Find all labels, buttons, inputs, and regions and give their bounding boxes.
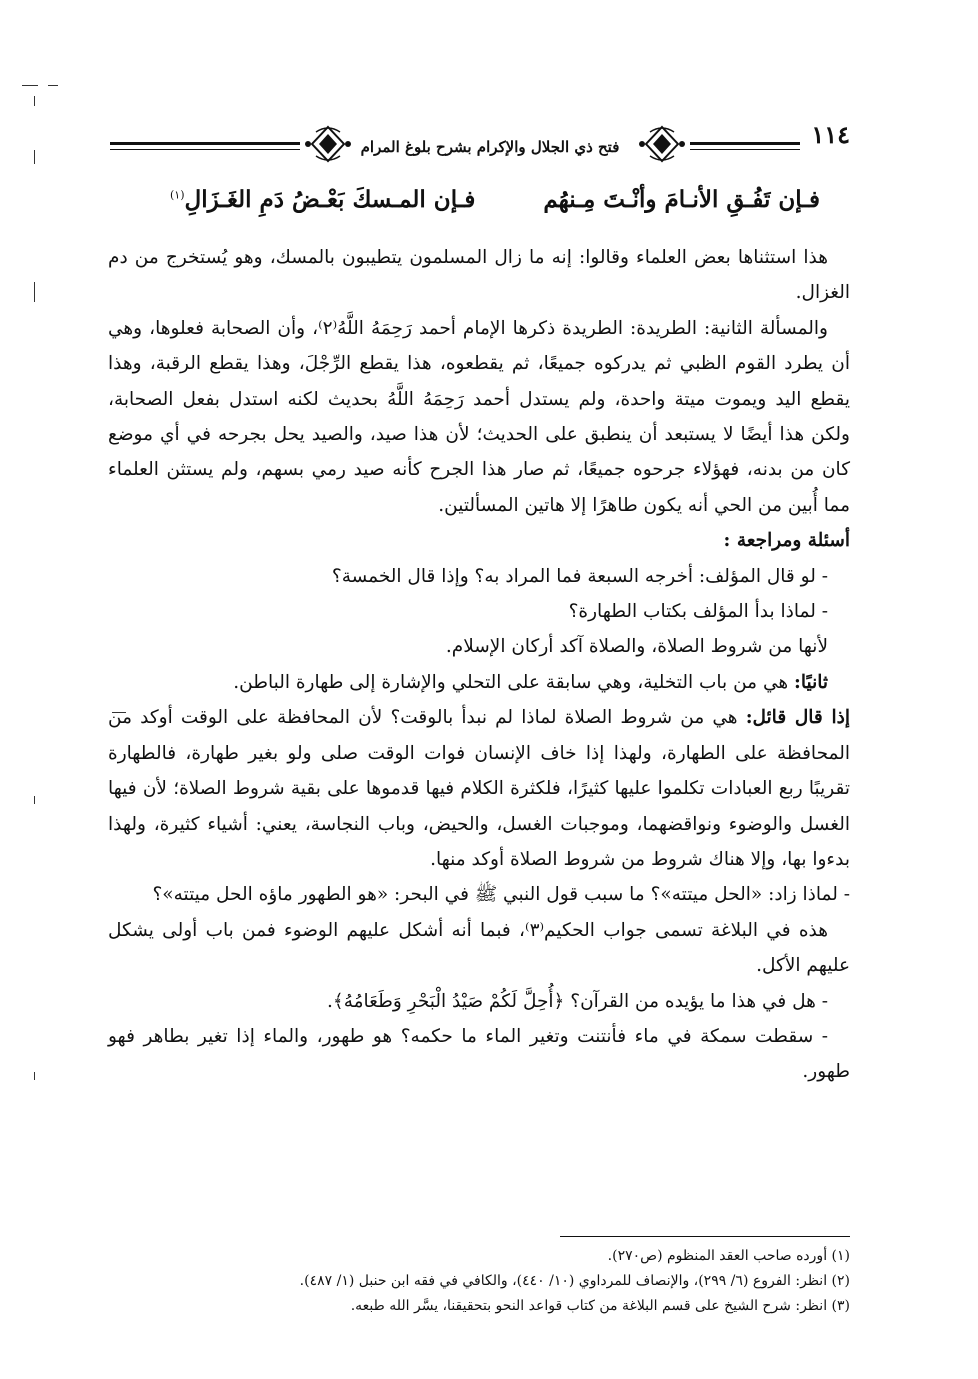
header-rule-left	[110, 142, 300, 145]
paragraph-text: لأنها من شروط الصلاة، والصلاة آكد أركان الإسلام.	[445, 636, 828, 658]
footnote-separator	[560, 1236, 850, 1237]
margin-mark	[22, 85, 38, 86]
paragraph-text: هذه في البلاغة تسمى جواب الحكيم⁽٣⁾، فبما أنه أشكل عليهم الوضوء فمن باب أولى يشكل عليهم الأكل.	[108, 919, 850, 977]
paragraph	[108, 594, 850, 629]
body-text	[108, 240, 850, 1090]
margin-mark	[34, 96, 35, 106]
header-rule-right	[690, 142, 800, 145]
footnote-ref: (١)	[170, 188, 185, 202]
page-number: ١١٤	[811, 120, 850, 149]
paragraph-text: - لماذا زاد: «الحل ميتته»؟ ما سبب قول النبي ﷺ في البحر: «هو الطهور ماؤه الحل ميتته»؟	[152, 884, 850, 906]
paragraph-text: والمسألة الثانية: الطريدة: الطريدة ذكرها الإمام أحمد رَحِمَهُ اللَّهُ⁽٢⁾، وأن الصحابة فعلوها، وهي أن يطرد القوم الظبي ثم يدركوه جميعًا، ثم يقطعوه، هذا يقطع الرِّجْلَ، وهذا يقطع الرقبة، وهذا يقطع اليد ويموت ميتة واحدة، ولم يستدل أحمد رَحِمَهُ اللَّهُ بحديث لكنه استدل بفعل الصحابة، ولكن هذا أيضًا لا يستبعد أن ينطبق على الحديث؛ لأن هذا صيد، والصيد يحل بجرحه في أي موضع كان من بدنه، فهؤلاء جرحوه جميعًا، ثم صار هذا الجرح كأنه صيد رمي بسهم، ولم يستثن العلماء مما أُبين من الحي أنه يكون طاهرًا إلا هاتين المسألتين.	[108, 317, 850, 516]
paragraph	[108, 984, 850, 1019]
verse-hemistich-first: فـإن تَفُـقِ الأنـامَ وأنْـتَ مِـنهُم	[543, 186, 820, 213]
paragraph-text: - لو قال المؤلف: أخرجه السبعة فما المراد به؟ وإذا قال الخمسة؟	[331, 565, 828, 587]
verse-hemistich-second: فـإن المـسكَ بَعْـضُ دَمِ الغَـزَالِ$^{(١)}$	[170, 186, 476, 213]
paragraph	[108, 877, 850, 912]
paragraph	[108, 913, 850, 984]
footnote: (٣) انظر: شرح الشيخ على قسم البلاغة من كتاب قواعد النحو بتحقيقنا، يسَّر الله طبعه.	[350, 1298, 850, 1314]
poetry-verse	[110, 186, 850, 232]
ornament-icon	[636, 124, 688, 164]
paragraph	[108, 665, 850, 700]
paragraph-text: - لماذا بدأ المؤلف بكتاب الطهارة؟	[568, 601, 828, 623]
paragraph-text: - هل في هذا ما يؤيده من القرآن؟ ﴿أُحِلَّ لَكُمْ صَيْدُ الْبَحْرِ وَطَعَامُهُ﴾.	[326, 990, 828, 1012]
margin-mark	[34, 796, 35, 804]
margin-mark	[34, 150, 35, 164]
paragraph-text: هي من باب التخلية، وهي سابقة على التحلي والإشارة إلى طهارة الباطن.	[233, 671, 795, 693]
paragraph	[108, 311, 850, 523]
paragraph-text: أسئلة ومراجعة :	[723, 530, 850, 552]
footnote: (١) أورده صاحب العقد المنظوم (ص٢٧٠).	[607, 1248, 850, 1264]
paragraph-text: هذا استثناها بعض العلماء وقالوا: إنه ما زال المسلمون يتطيبون بالمسك، وهو يُستخرج من دم الغزال.	[108, 247, 850, 304]
paragraph	[108, 700, 850, 877]
paragraph	[108, 240, 850, 311]
section-heading	[108, 523, 850, 558]
margin-mark	[48, 85, 58, 86]
paragraph-text: هي من شروط الصلاة لماذا لم نبدأ بالوقت؟ لأن المحافظة على الوقت أوكد من المحافظة على الطهارة، ولهذا إذا خاف الإنسان فوات الوقت صلى ولو بغير طهارة، فالطهارة تقريبًا ربع العبادات تكلموا عليها كثيرًا، فلكثرة الكلام فيها قدموها على بقية شروط الصلاة؛ لأن فيها الغسل والوضوء ونواقضهما، وموجبات الغسل، والحيض، وباب النجاسة، يعني: أشياء كثيرة، ولهذا بدءوا بها، وإلا هناك شروط من شروط الصلاة أوكد منها.	[108, 707, 850, 870]
footnotes	[108, 1244, 850, 1319]
book-title: فتح ذي الجلال والإكرام بشرح بلوغ المرام	[360, 138, 620, 156]
margin-mark	[34, 1072, 35, 1080]
paragraph-lead: ثانيًا:	[794, 671, 828, 693]
paragraph-lead: إذا قال قائل:	[745, 707, 850, 729]
header-rule-left-thin	[110, 149, 300, 150]
margin-mark	[34, 282, 35, 302]
paragraph-text: - سقطت سمكة في ماء فأنتنت وتغير الماء ما حكمه؟ هو طهور، والماء إذا تغير بطاهر فهو طهور.	[108, 1025, 850, 1083]
footnote: (٢) انظر: الفروع (٦/ ٢٩٩)، والإنصاف للمرداوي (١٠/ ٤٤٠)، والكافي في فقه ابن حنبل (١/ ٤٨٧).	[299, 1273, 850, 1289]
header-rule-right-thin	[690, 149, 800, 150]
paragraph	[108, 629, 850, 664]
paragraph	[108, 1019, 850, 1090]
paragraph	[108, 559, 850, 594]
running-header	[110, 120, 850, 170]
